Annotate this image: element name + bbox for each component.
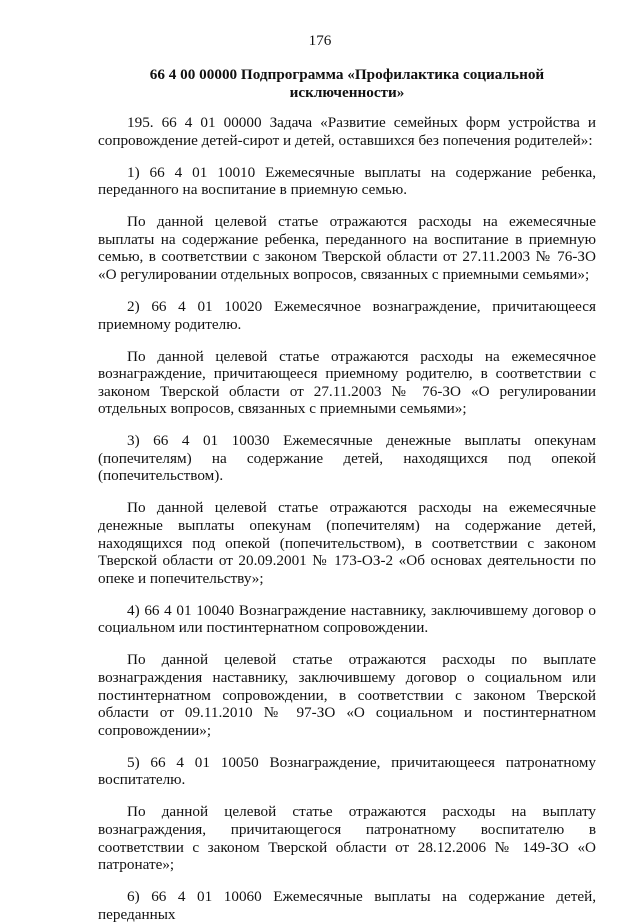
item-4-description: По данной целевой статье отражаются расходы по выплате вознаграждения наставнику, заключившему договор о социальном или постинтернатном сопровождении, в соответствии с законом Тверской области от 09.11.2010 № 97-ЗО «О социальном и постинтернатном сопровождении»;: [98, 651, 596, 739]
item-3-description: По данной целевой статье отражаются расходы на ежемесячные денежные выплаты опекунам (попечителям) на содержание детей, находящихся под опекой (попечительством), в соответствии с законом Тверской области от 20.09.2001 № 173-ОЗ-2 «Об основах деятельности по опеке и попечительству»;: [98, 499, 596, 587]
page-number: 176: [308, 32, 332, 49]
item-5-heading: 5) 66 4 01 10050 Вознаграждение, причитающееся патронатному воспитателю.: [98, 753, 596, 789]
task-paragraph: 195. 66 4 01 00000 Задача «Развитие семейных форм устройства и сопровождение детей-сирот и детей, оставшихся без попечения родителей»:: [98, 114, 596, 149]
document-body: [98, 114, 596, 923]
item-2-heading: 2) 66 4 01 10020 Ежемесячное вознаграждение, причитающееся приемному родителю.: [98, 297, 596, 333]
item-1-description: По данной целевой статье отражаются расходы на ежемесячные выплаты на содержание ребенка, переданного на воспитание в приемную семью, в соответствии с законом Тверской области от 27.11.2003 № 76-ЗО «О регулировании отдельных вопросов, связанных с приемными семьями»;: [98, 213, 596, 283]
item-6-heading: 6) 66 4 01 10060 Ежемесячные выплаты на содержание детей, переданных: [98, 888, 596, 923]
item-2-description: По данной целевой статье отражаются расходы на ежемесячное вознаграждение, причитающееся приемному родителю, в соответствии с законом Тверской области от 27.11.2003 № 76-ЗО «О регулировании отдельных вопросов, связанных с приемными семьями»;: [98, 347, 596, 418]
item-5-description: По данной целевой статье отражаются расходы на выплату вознаграждения, причитающегося патронатному воспитателю в соответствии с законом Тверской области от 28.12.2006 № 149-ЗО «О патронате»;: [98, 803, 596, 874]
subprogram-heading: 66 4 00 00000 Подпрограмма «Профилактика социальной исключенности»: [149, 66, 545, 101]
item-3-heading: 3) 66 4 01 10030 Ежемесячные денежные выплаты опекунам (попечителям) на содержание детей, находящихся под опекой (попечительством).: [98, 432, 596, 485]
item-1-heading: 1) 66 4 01 10010 Ежемесячные выплаты на содержание ребенка, переданного на воспитание в приемную семью.: [98, 163, 596, 199]
item-4-heading: 4) 66 4 01 10040 Вознаграждение наставнику, заключившему договор о социальном или постинтернатном сопровождении.: [98, 601, 596, 637]
